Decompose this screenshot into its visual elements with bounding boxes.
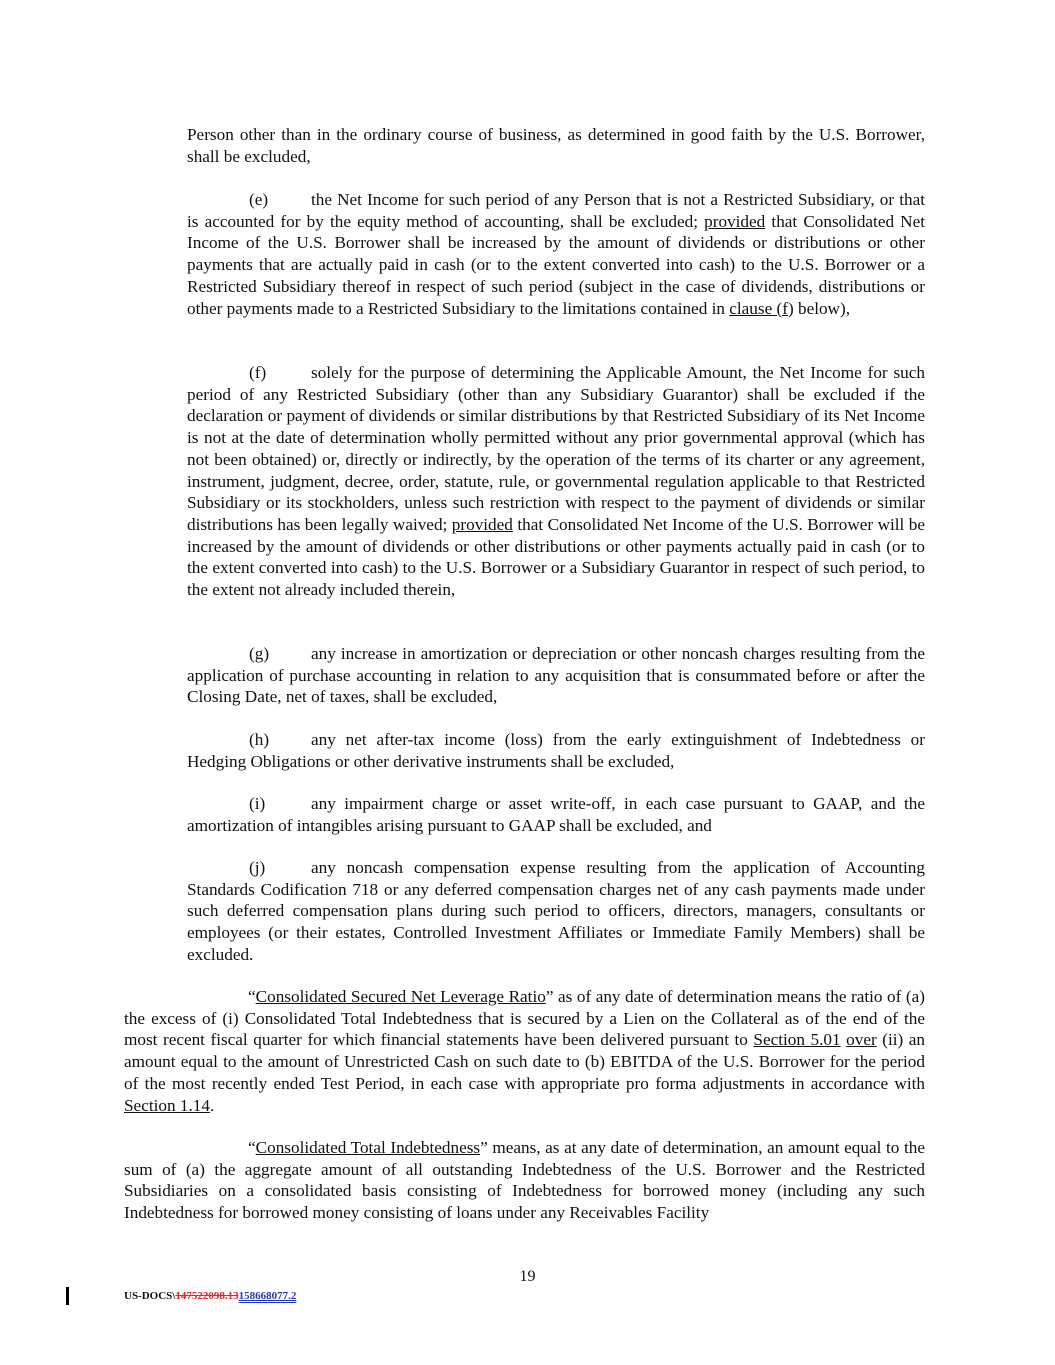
clause-i: (i) any impairment charge or asset write-off, in each case pursuant to GAAP, and the amortization of intangibles arising pursuant to GAAP shall be excluded, and (187, 794, 925, 835)
section-reference: Section 1.14 (124, 1095, 210, 1115)
clause-e: (e) the Net Income for such period of any Person that is not a Restricted Subsidiary, or that is accounted for by the equity method of accounting, shall be excluded; provided that Consolidated Net Income of the U.S. Borrower shall be increased by the amount of dividends or distributions or other payments that are actually paid in cash (or to the extent converted into cash) to the U.S. Borrower or a Restricted Subsidiary thereof in respect of such period (subject in the case of dividends, distributions or other payments made to a Restricted Subsidiary to the limitations contained in clause (f) below), (187, 190, 925, 318)
clause-label: (e) (249, 190, 269, 209)
inserted-doc-number: 158668077.2 (238, 1290, 297, 1302)
defined-term: Consolidated Secured Net Leverage Ratio (255, 987, 546, 1006)
document-id: US-DOCS\147522098.13158668077.2 (124, 1290, 297, 1302)
clause-label: (f) (249, 363, 267, 382)
clause-label: (j) (249, 858, 266, 877)
provided-term: provided (704, 211, 766, 231)
page-number: 19 (519, 1268, 536, 1285)
clause-label: (i) (249, 794, 266, 813)
section-reference: Section 5.01 (753, 1030, 841, 1050)
change-bar (66, 1287, 69, 1305)
clause-f: (f) solely for the purpose of determining the Applicable Amount, the Net Income for such period of any Restricted Subsidiary (other than any Subsidiary Guarantor) shall be excluded if the declaration or payment of dividends or similar distributions by that Restricted Subsidiary of its Net Income is not at the date of determination wholly permitted without any prior governmental approval (which has not been obtained) or, directly or indirectly, by the operation of the terms of its charter or any agreement, instrument, judgment, decree, order, statute, rule, or governmental regulation applicable to that Restricted Subsidiary or its stockholders, unless such restriction with respect to the payment of dividends or similar distributions has been legally waived; provided that Consolidated Net Income of the U.S. Borrower will be increased by the amount of dividends or other distributions or other payments actually paid in cash (or to the extent converted into cash) to the U.S. Borrower or a Subsidiary Guarantor in respect of such period, to the extent not already included therein, (187, 363, 925, 600)
definition-consolidated-total-indebtedness: “Consolidated Total Indebtedness” means, as at any date of determination, an amount equal to the sum of (a) the aggregate amount of all outstanding Indebtedness of the U.S. Borrower and the Restricted Subsidiaries on a consolidated basis consisting of Indebtedness for borrowed money (including any such Indebtedness for borrowed money consisting of loans under any Receivables Facility (124, 1138, 925, 1223)
provided-term: provided (451, 514, 513, 534)
clause-label: (g) (249, 644, 270, 663)
clause-label: (h) (249, 730, 270, 749)
definition-consolidated-secured-net-leverage-ratio: “Consolidated Secured Net Leverage Ratio” as of any date of determination means the ratio of (a) the excess of (i) Consolidated Total Indebtedness that is secured by a Lien on the Collateral as of the end of the most recent fiscal quarter for which financial statements have been delivered pursuant to Section 5.01 over (ii) an amount equal to the amount of Unrestricted Cash on such date to (b) EBITDA of the U.S. Borrower for the period of the most recently ended Test Period, in each case with appropriate pro forma adjustments in accordance with Section 1.14. (124, 987, 925, 1115)
defined-term: Consolidated Total Indebtedness (255, 1138, 481, 1157)
clause-h: (h) any net after-tax income (loss) from the early extinguishment of Indebtedness or Hedging Obligations or other derivative instruments shall be excluded, (187, 730, 925, 771)
clause-g: (g) any increase in amortization or depreciation or other noncash charges resulting from the application of purchase accounting in relation to any acquisition that is consummated before or after the Closing Date, net of taxes, shall be excluded, (187, 644, 925, 707)
paragraph-continuation: Person other than in the ordinary course of business, as determined in good faith by the U.S. Borrower, shall be excluded, (187, 125, 925, 166)
clause-f-reference: clause (f) (729, 298, 794, 318)
deleted-doc-number: 147522098.13 (175, 1290, 239, 1302)
over-term: over (846, 1030, 877, 1050)
clause-j: (j) any noncash compensation expense resulting from the application of Accounting Standards Codification 718 or any deferred compensation charges net of any cash payments made under such deferred compensation plans during such period to officers, directors, managers, consultants or employees (or their estates, Controlled Investment Affiliates or Immediate Family Members) shall be excluded. (187, 858, 925, 964)
